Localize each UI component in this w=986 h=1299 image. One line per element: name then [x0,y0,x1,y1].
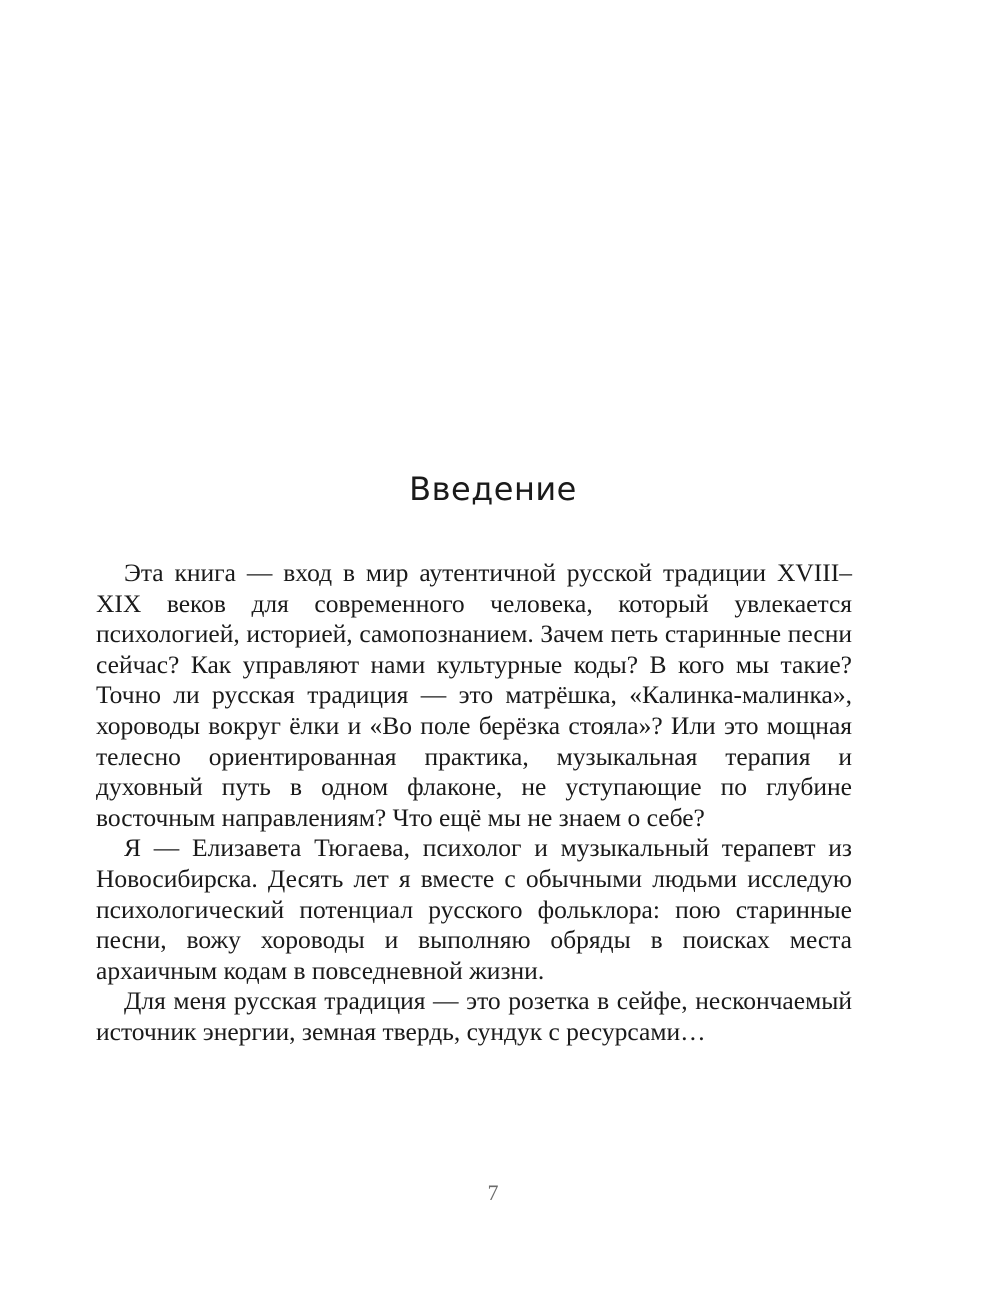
page-number: 7 [487,1180,499,1205]
paragraph: Для меня русская традиция — это розетка в сейфе, нескончаемый источник энергии, земная твердь, сундук с ресурсами… [96,986,852,1046]
chapter-body [96,558,852,1048]
chapter-title: Введение [409,470,577,508]
paragraph: Эта книга — вход в мир аутентичной русской традиции XVIII–XIX веков для современного человека, который увлекается психологией, историей, самопознанием. Зачем петь старинные песни сейчас? Как управляют нами культурные коды? В кого мы такие? Точно ли русская традиция — это матрёшка, «Калинка-малинка», хороводы вокруг ёлки и «Во поле берёзка стояла»? Или это мощная телесно ориентированная практика, музыкальная терапия и духовный путь в одном флаконе, не уступающие по глубине восточным направлениям? Что ещё мы не знаем о себе? [96,558,852,832]
paragraph: Я — Елизавета Тюгаева, психолог и музыкальный терапевт из Новосибирска. Десять лет я вместе с обычными людьми исследую психологический потенциал русского фольклора: пою старинные песни, вожу хороводы и выполняю обряды в поисках места архаичным кодам в повседневной жизни. [96,833,852,985]
